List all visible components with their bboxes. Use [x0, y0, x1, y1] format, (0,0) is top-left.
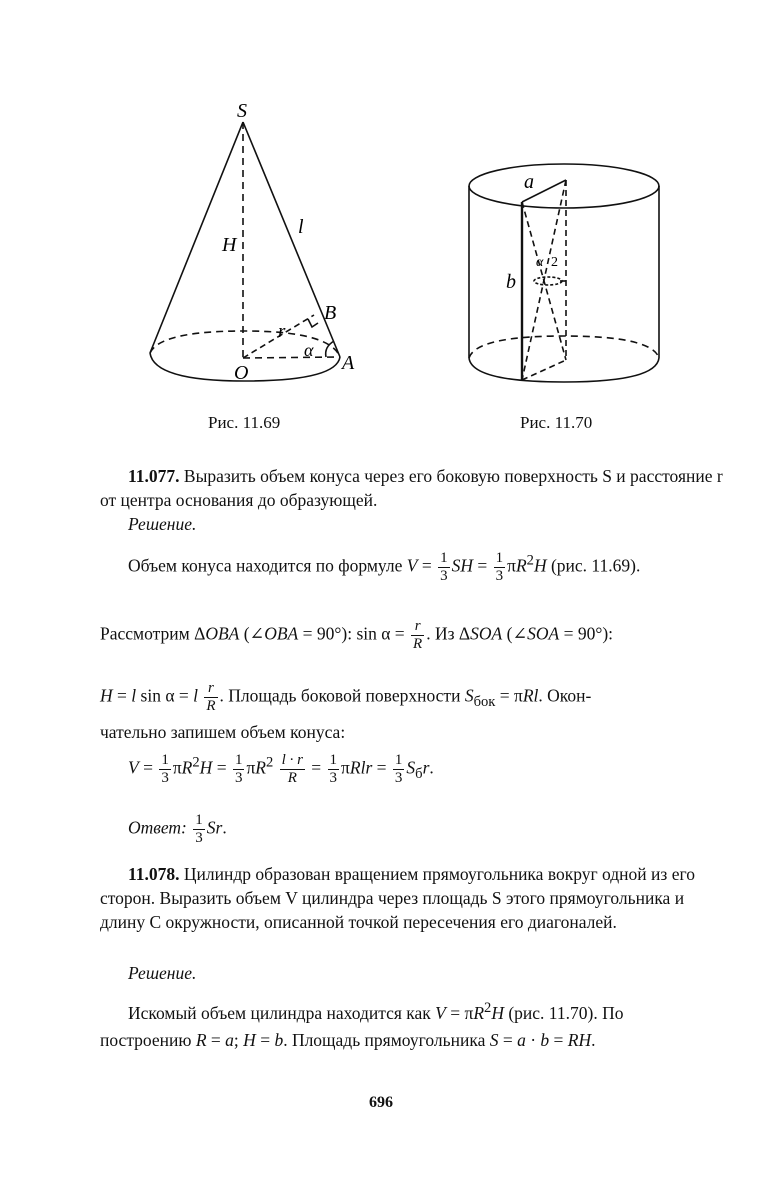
cylinder-figure — [462, 160, 667, 390]
label-two: 2 — [551, 255, 558, 270]
formula-line-5: V = $\frac{1}{3}$ $\pi R^2H$ = $\frac{1}{3}$ $\pi R^2$ $\frac{l \cdot r}{R}$ = $\frac{1}{3}$ πRlr = $\frac{1}{3}$ $S_бr$. — [128, 752, 434, 786]
formula-line-6: Искомый объем цилиндра находится как $V = \pi R^2H$ (рис. 11.70). По — [128, 1000, 624, 1023]
formula-line-2: Рассмотрим ΔOBA (∠OBA = 90°): sin α = $\frac{r}{R}$ . Из ΔSOA (∠SOA = 90°): — [100, 618, 614, 652]
problem-text: Выразить объем конуса через его боковую поверхность S и расстояние r от центра основания до образующей. — [100, 466, 723, 510]
label-S: S — [237, 100, 247, 122]
label-b: b — [506, 271, 516, 293]
problem-11-077 — [100, 464, 725, 512]
label-r: r — [278, 321, 286, 342]
formula-line-1: Объем конуса находится по формуле V = $\frac{1}{3}$ SH = $\frac{1}{3}$ $\pi R^2H$ (рис. 11.69). — [128, 550, 641, 584]
cone-figure — [140, 95, 370, 390]
problem-number: 11.077. — [128, 466, 180, 486]
caption-fig-11-70: Рис. 11.70 — [520, 413, 593, 432]
problem-11-078 — [100, 862, 725, 934]
label-B: B — [324, 302, 337, 324]
label-l: l — [298, 216, 304, 238]
caption-fig-11-69: Рис. 11.69 — [208, 413, 281, 432]
problem-text: Цилиндр образован вращением прямоугольника вокруг одной из его сторон. Выразить объем V цилиндра через площадь S этого прямоугольника и длину C окружности, описанной точкой пересечения его диагоналей. — [100, 864, 695, 932]
label-A: A — [342, 352, 355, 374]
label-alpha: α — [304, 340, 314, 360]
label-alpha-2: α — [536, 255, 544, 270]
text-line-4: чательно запишем объем конуса: — [100, 722, 346, 742]
label-H: H — [222, 234, 237, 256]
label-O: O — [234, 362, 249, 384]
page-number: 696 — [369, 1094, 393, 1111]
problem-number: 11.078. — [128, 864, 180, 884]
solution-label-2: Решение. — [128, 963, 197, 983]
formula-line-3: H = l sin α = l $\frac{r}{R}$ . Площадь боковой поверхности $S_{бок} = \pi Rl$. Окон- — [100, 680, 592, 714]
formula-line-7: построению R = a; H = b. Площадь прямоугольника S = a · b = RH. — [100, 1030, 596, 1050]
solution-label: Решение. — [128, 514, 197, 534]
label-a: a — [524, 171, 534, 193]
answer-line: Ответ: $\frac{1}{3}$ Sr. — [128, 812, 227, 846]
